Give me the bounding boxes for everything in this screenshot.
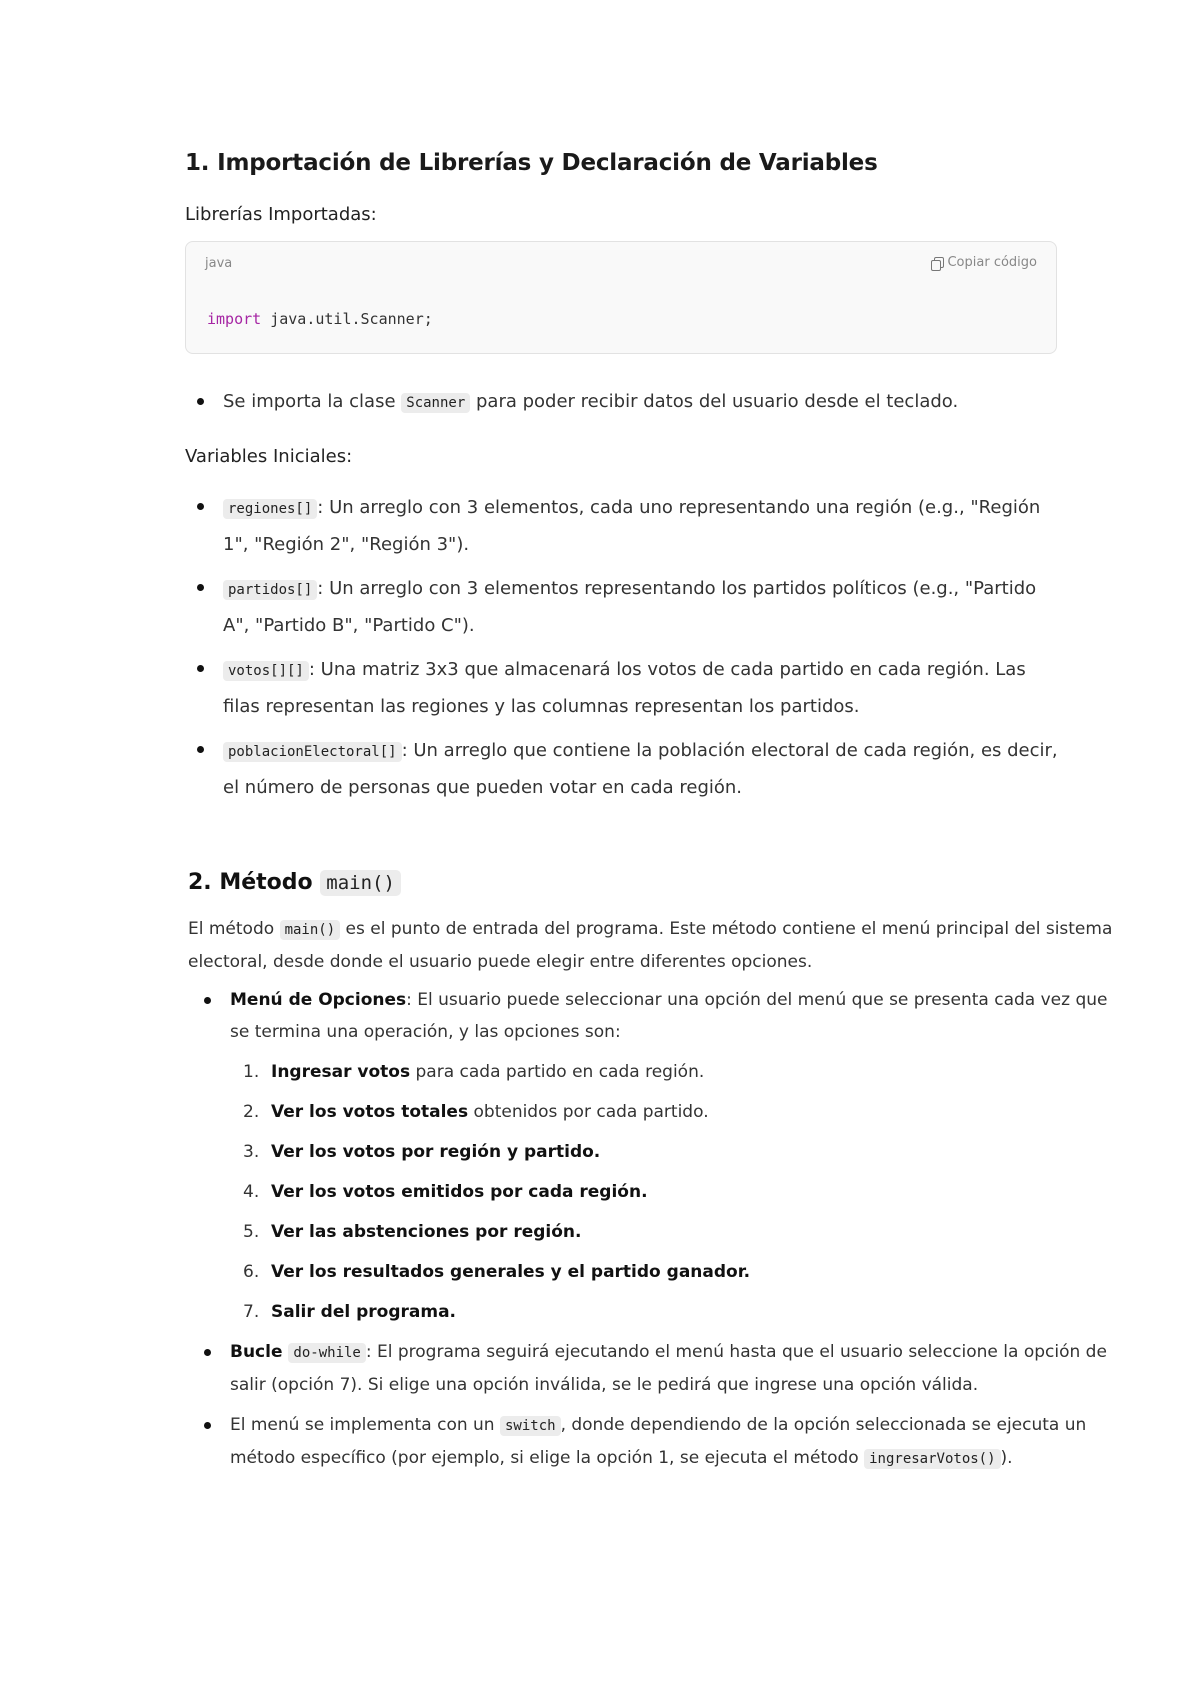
variables-label: Variables Iniciales: — [185, 446, 353, 467]
text: : El programa seguirá ejecutando el menú hasta que el usuario seleccione la opción de salir (opción 7). Si elige una opción inválida, se le pedirá que ingrese una opción válida. — [230, 1342, 1107, 1395]
text: Se importa la clase — [223, 391, 402, 412]
option-number: 4. — [243, 1182, 260, 1202]
inline-code: main() — [320, 870, 401, 896]
inline-code: main() — [280, 920, 341, 940]
inline-code: do-while — [288, 1343, 365, 1363]
bold-text: Ver los resultados generales y el partido ganador. — [271, 1262, 751, 1282]
text: es el punto de entrada del programa. Este método contiene el menú principal del sistema electoral, desde donde el usuario puede elegir entre diferentes opciones. — [188, 919, 1113, 972]
menu-option — [230, 1296, 1117, 1328]
copy-code-label: Copiar código — [947, 255, 1037, 270]
text: : Una matriz 3x3 que almacenará los votos de cada partido en cada región. Las filas representan las regiones y las columnas representan los partidos. — [223, 659, 1026, 717]
code-language-label: java — [205, 256, 233, 271]
text: ). — [1000, 1448, 1013, 1468]
main-method-list — [192, 984, 1117, 1483]
option-number: 7. — [243, 1302, 260, 1322]
code-block — [185, 241, 1057, 354]
inline-code: ingresarVotos() — [864, 1449, 1000, 1469]
text: : Un arreglo con 3 elementos, cada uno representando una región (e.g., "Región 1", "Región 2", "Región 3"). — [223, 497, 1041, 555]
bold-text: Ver los votos emitidos por cada región. — [271, 1182, 648, 1202]
copy-icon — [931, 257, 942, 269]
text: : Un arreglo con 3 elementos representando los partidos políticos (e.g., "Partido A", "Partido B", "Partido C"). — [223, 578, 1037, 636]
inline-code: regiones[] — [223, 499, 317, 519]
list-item — [185, 385, 1085, 420]
menu-option — [230, 1216, 1117, 1248]
option-number: 6. — [243, 1262, 260, 1282]
menu-option — [230, 1136, 1117, 1168]
bold-text: Salir del programa. — [271, 1302, 457, 1322]
copy-code-button[interactable] — [931, 255, 1037, 270]
imports-label: Librerías Importadas: — [185, 204, 377, 225]
section-2-title — [188, 870, 401, 895]
menu-option — [230, 1056, 1117, 1088]
menu-options-list — [230, 1056, 1117, 1328]
option-number: 3. — [243, 1142, 260, 1162]
bold-text: Ver los votos por región y partido. — [271, 1142, 601, 1162]
inline-code: poblacionElectoral[] — [223, 742, 402, 762]
option-number: 2. — [243, 1102, 260, 1122]
text: para poder recibir datos del usuario desde el teclado. — [470, 391, 959, 412]
list-item — [192, 984, 1117, 1328]
bold-text: Menú de Opciones — [230, 990, 407, 1010]
bold-text: Bucle — [230, 1342, 289, 1362]
section-2-intro — [188, 913, 1113, 978]
title-text: 2. Método — [188, 870, 321, 895]
variables-list — [185, 490, 1065, 814]
list-item — [192, 1336, 1117, 1401]
option-number: 1. — [243, 1062, 260, 1082]
inline-code: partidos[] — [223, 580, 317, 600]
text: obtenidos por cada partido. — [468, 1102, 709, 1122]
list-item — [185, 733, 1065, 805]
menu-option — [230, 1176, 1117, 1208]
text: , donde dependiendo de la opción seleccionada se ejecuta un método específico (por ejemplo, si elige la opción 1, se ejecuta el método — [230, 1415, 1087, 1468]
text: : El usuario puede seleccionar una opción del menú que se presenta cada vez que se termina una operación, y las opciones son: — [230, 990, 1108, 1042]
bold-text: Ver las abstenciones por región. — [271, 1222, 582, 1242]
inline-code: switch — [500, 1416, 561, 1436]
import-notes-list — [185, 385, 1085, 420]
text: : Un arreglo que contiene la población electoral de cada región, es decir, el número de personas que pueden votar en cada región. — [223, 740, 1058, 798]
menu-option — [230, 1256, 1117, 1288]
inline-code: Scanner — [401, 393, 470, 413]
text: El método — [188, 919, 280, 939]
bold-text: Ver los votos totales — [271, 1102, 469, 1122]
list-item — [185, 490, 1065, 562]
text: para cada partido en cada región. — [410, 1062, 705, 1082]
list-item — [192, 1409, 1117, 1475]
section-1-title: 1. Importación de Librerías y Declaración de Variables — [185, 150, 878, 176]
inline-code: votos[][] — [223, 661, 309, 681]
code-line — [207, 310, 433, 328]
bold-text: Ingresar votos — [271, 1062, 411, 1082]
list-item — [185, 571, 1065, 643]
text: El menú se implementa con un — [230, 1415, 500, 1435]
code-keyword: import — [207, 310, 262, 328]
option-number: 5. — [243, 1222, 260, 1242]
menu-option — [230, 1096, 1117, 1128]
code-text: java.util.Scanner; — [261, 310, 433, 328]
list-item — [185, 652, 1065, 724]
